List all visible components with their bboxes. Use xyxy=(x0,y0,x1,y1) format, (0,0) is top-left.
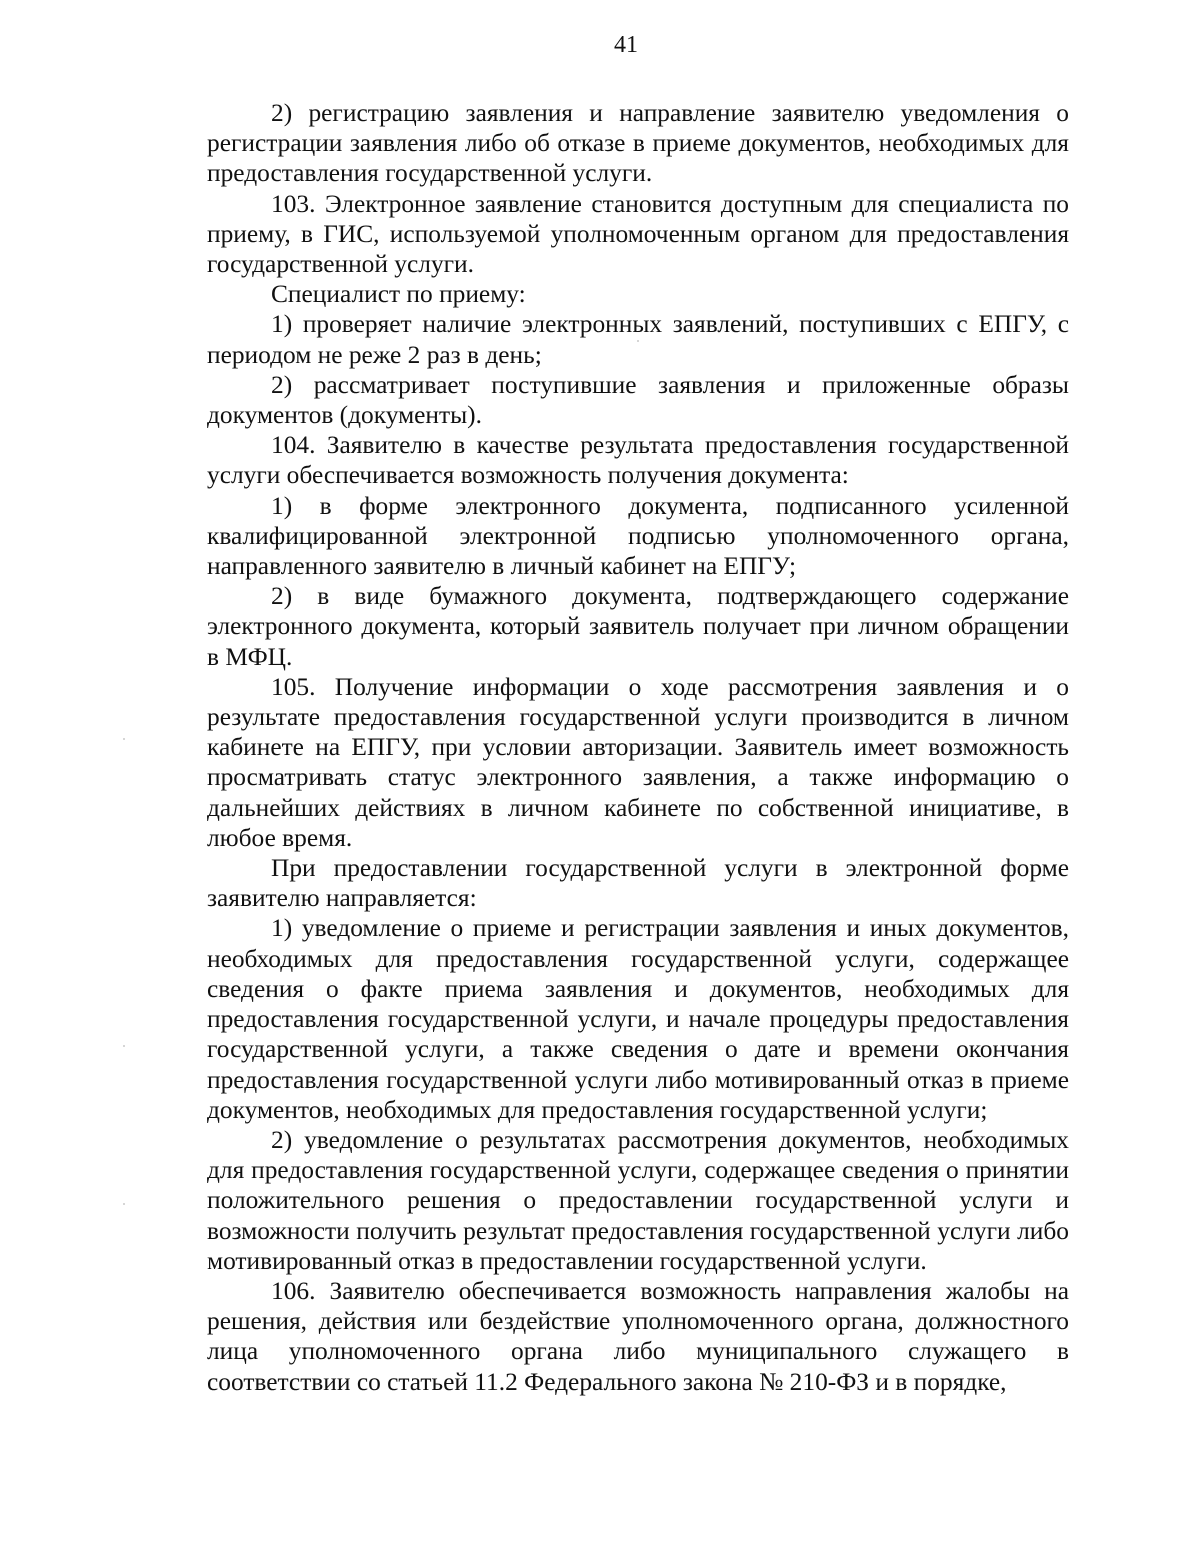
paragraph: 1) уведомление о приеме и регистрации заявления и иных документов, необходимых для предоставления государственной услуги, содержащее сведения о факте приема заявления и документов, необходимых для предоставления государственной услуги, и начале процедуры предоставления государственной услуги, а также сведения о дате и времени окончания предоставления государственной услуги либо мотивированный отказ в приеме документов, необходимых для предоставления государственной услуги; xyxy=(207,914,1069,1124)
paragraph: 2) в виде бумажного документа, подтверждающего содержание электронного документа, который заявитель получает при личном обращении в МФЦ. xyxy=(207,582,1069,671)
scan-speck xyxy=(123,1045,125,1047)
scan-speck xyxy=(123,1203,125,1205)
paragraph: 103. Электронное заявление становится доступным для специалиста по приему, в ГИС, используемой уполномоченным органом для предоставления государственной услуги. xyxy=(207,189,1069,279)
paragraph: 104. Заявителю в качестве результата предоставления государственной услуги обеспечивается возможность получения документа: xyxy=(207,431,1069,490)
paragraph: 1) проверяет наличие электронных заявлений, поступивших с ЕПГУ, с периодом не реже 2 раз в день; xyxy=(207,310,1069,369)
paragraph: 1) в форме электронного документа, подписанного усиленной квалифицированной электронной подписью уполномоченного органа, направленного заявителю в личный кабинет на ЕПГУ; xyxy=(207,491,1069,581)
paragraph: 2) рассматривает поступившие заявления и приложенные образы документов (документы). xyxy=(207,370,1069,430)
paragraph: 106. Заявителю обеспечивается возможность направления жалобы на решения, действия или бездействие уполномоченного органа, должностного лица уполномоченного органа либо муниципального служащего в соответствии со статьей 11.2 Федерального закона № 210-ФЗ и в порядке, xyxy=(207,1276,1069,1396)
document-body xyxy=(207,98,1069,1397)
scan-speck xyxy=(123,738,125,740)
paragraph: 105. Получение информации о ходе рассмотрения заявления и о результате предоставления государственной услуги производится в личном кабинете на ЕПГУ, при условии авторизации. Заявитель имеет возможность просматривать статус электронного заявления, а также информацию о дальнейших действиях в личном кабинете по собственной инициативе, в любое время. xyxy=(207,672,1069,852)
paragraph: 2) уведомление о результатах рассмотрения документов, необходимых для предоставления государственной услуги, содержащее сведения о принятии положительного решения о предоставлении государственной услуги и возможности получить результат предоставления государственной услуги либо мотивированный отказ в предоставлении государственной услуги. xyxy=(207,1125,1069,1275)
scan-speck xyxy=(637,340,639,342)
paragraph: При предоставлении государственной услуги в электронной форме заявителю направляется: xyxy=(207,854,1069,913)
paragraph: Специалист по приему: xyxy=(271,280,526,309)
page-number: 41 xyxy=(614,32,638,58)
paragraph: 2) регистрацию заявления и направление заявителю уведомления о регистрации заявления либо об отказе в приеме документов, необходимых для предоставления государственной услуги. xyxy=(207,99,1069,188)
